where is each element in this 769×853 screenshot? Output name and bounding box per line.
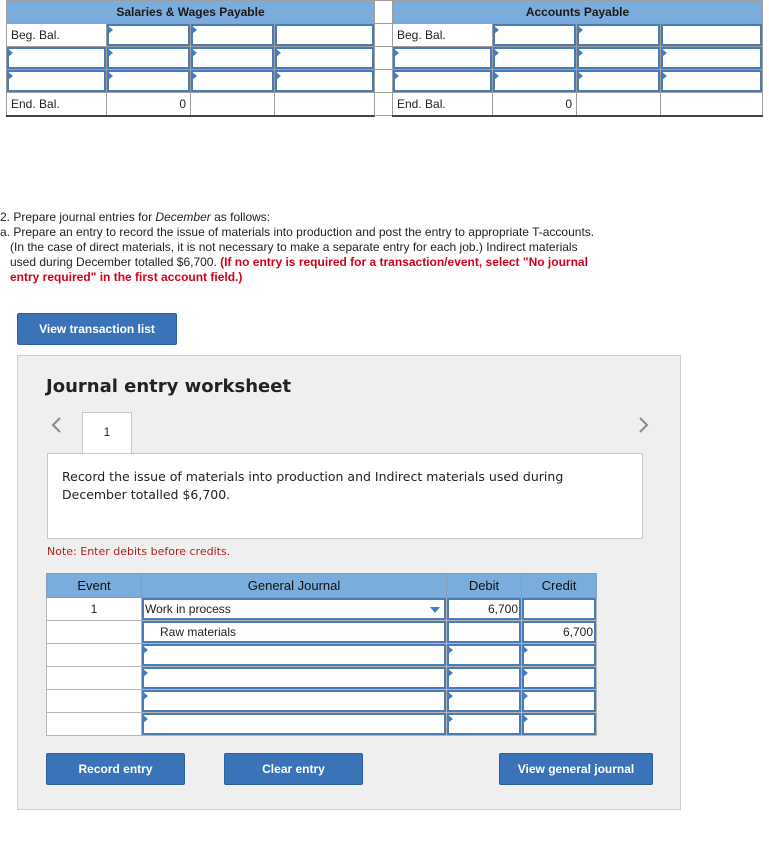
credit-label-input[interactable] — [661, 47, 763, 70]
debit-label-input[interactable] — [393, 70, 493, 93]
spacer — [375, 47, 393, 70]
end-bal-credit — [191, 93, 275, 116]
table-row — [47, 690, 597, 713]
credit-input[interactable] — [577, 47, 661, 70]
view-transaction-list-button[interactable]: View transaction list — [17, 313, 177, 345]
debit-input[interactable] — [447, 690, 522, 713]
credit-input[interactable] — [661, 24, 763, 47]
debit-input[interactable] — [447, 644, 522, 667]
credit-label-input[interactable] — [275, 70, 375, 93]
debit-input[interactable] — [493, 70, 577, 93]
debit-label-input[interactable] — [393, 47, 493, 70]
credit-label-input[interactable] — [661, 70, 763, 93]
end-bal-debit: 0 — [493, 93, 577, 116]
end-bal-blank — [275, 93, 375, 116]
column-header-event: Event — [47, 574, 142, 598]
chevron-left-icon[interactable] — [50, 416, 62, 440]
view-general-journal-button[interactable]: View general journal — [499, 753, 653, 785]
debit-label-input[interactable] — [7, 47, 107, 70]
credit-input[interactable] — [275, 24, 375, 47]
credit-input[interactable] — [577, 24, 661, 47]
journal-entry-worksheet — [17, 355, 681, 810]
credit-input[interactable] — [191, 47, 275, 70]
debit-input[interactable] — [493, 47, 577, 70]
account-select[interactable] — [142, 644, 447, 667]
tab-entry-1[interactable]: 1 — [82, 412, 132, 456]
debit-input[interactable] — [447, 713, 522, 736]
account-value: Raw materials — [160, 625, 237, 639]
table-row — [47, 621, 597, 644]
instruction-text: a. Prepare an entry to record the issue of materials into production and post the entry to appropriate T-accounts. (In the case of direct materials, it is not necessary to make a separate entry for each job.) Indirect materials used during December totalled $6,700. — [0, 225, 595, 269]
account-select[interactable] — [142, 690, 447, 713]
event-cell — [47, 713, 142, 736]
t-account-title: Accounts Payable — [393, 1, 763, 24]
instruction-text: as follows: — [210, 210, 271, 224]
chevron-down-icon[interactable] — [430, 607, 440, 613]
debit-input[interactable] — [107, 47, 191, 70]
account-select[interactable] — [142, 667, 447, 690]
t-account-accounts-payable — [374, 0, 763, 117]
credit-input[interactable] — [522, 667, 597, 690]
note-text: Note: Enter debits before credits. — [47, 545, 231, 558]
credit-input[interactable] — [577, 70, 661, 93]
debit-input[interactable] — [447, 621, 522, 644]
credit-label-input[interactable] — [275, 47, 375, 70]
table-row — [47, 667, 597, 690]
instruction-emphasis: December — [155, 210, 211, 224]
debit-input[interactable]: 6,700 — [447, 598, 522, 621]
column-header-credit: Credit — [522, 574, 597, 598]
credit-input[interactable] — [191, 24, 275, 47]
event-cell: 1 — [47, 598, 142, 621]
spacer — [375, 93, 393, 116]
beg-bal-label: Beg. Bal. — [393, 24, 493, 47]
debit-input[interactable] — [107, 70, 191, 93]
end-bal-label: End. Bal. — [7, 93, 107, 116]
entry-description: Record the issue of materials into production and Indirect materials used during December totalled $6,700. — [47, 453, 643, 539]
credit-input[interactable] — [522, 690, 597, 713]
event-cell — [47, 644, 142, 667]
t-account-title: Salaries & Wages Payable — [7, 1, 375, 24]
table-row — [47, 713, 597, 736]
end-bal-debit: 0 — [107, 93, 191, 116]
table-row — [47, 598, 597, 621]
chevron-right-icon[interactable] — [638, 416, 650, 440]
worksheet-title: Journal entry worksheet — [46, 376, 292, 397]
instructions — [0, 210, 600, 285]
credit-input[interactable] — [522, 713, 597, 736]
debit-label-input[interactable] — [7, 70, 107, 93]
beg-bal-label: Beg. Bal. — [7, 24, 107, 47]
debit-input[interactable] — [447, 667, 522, 690]
account-select[interactable] — [142, 598, 447, 621]
t-account-salaries-wages-payable — [6, 0, 375, 117]
clear-entry-button[interactable]: Clear entry — [224, 753, 363, 785]
event-cell — [47, 690, 142, 713]
event-cell — [47, 667, 142, 690]
credit-input[interactable] — [522, 644, 597, 667]
column-header-debit: Debit — [447, 574, 522, 598]
column-header-general-journal: General Journal — [142, 574, 447, 598]
spacer — [375, 24, 393, 47]
end-bal-blank — [661, 93, 763, 116]
journal-header-row — [47, 574, 597, 598]
account-value: Work in process — [145, 602, 231, 616]
account-select[interactable] — [142, 713, 447, 736]
record-entry-button[interactable]: Record entry — [46, 753, 185, 785]
debit-input[interactable] — [493, 24, 577, 47]
account-select[interactable] — [142, 621, 447, 644]
spacer — [375, 1, 393, 24]
credit-input[interactable]: 6,700 — [522, 621, 597, 644]
journal-table — [46, 573, 597, 736]
end-bal-credit — [577, 93, 661, 116]
table-row — [47, 644, 597, 667]
instruction-warning: (If no entry is required for a transaction/event, select "No journal entry required" in the first account field.) — [10, 255, 588, 284]
credit-input[interactable] — [191, 70, 275, 93]
credit-input[interactable] — [522, 598, 597, 621]
instruction-line-2 — [0, 225, 600, 285]
event-cell — [47, 621, 142, 644]
instruction-text: 2. Prepare journal entries for — [0, 210, 156, 224]
debit-input[interactable] — [107, 24, 191, 47]
end-bal-label: End. Bal. — [393, 93, 493, 116]
instruction-line-1 — [0, 210, 600, 225]
spacer — [375, 70, 393, 93]
